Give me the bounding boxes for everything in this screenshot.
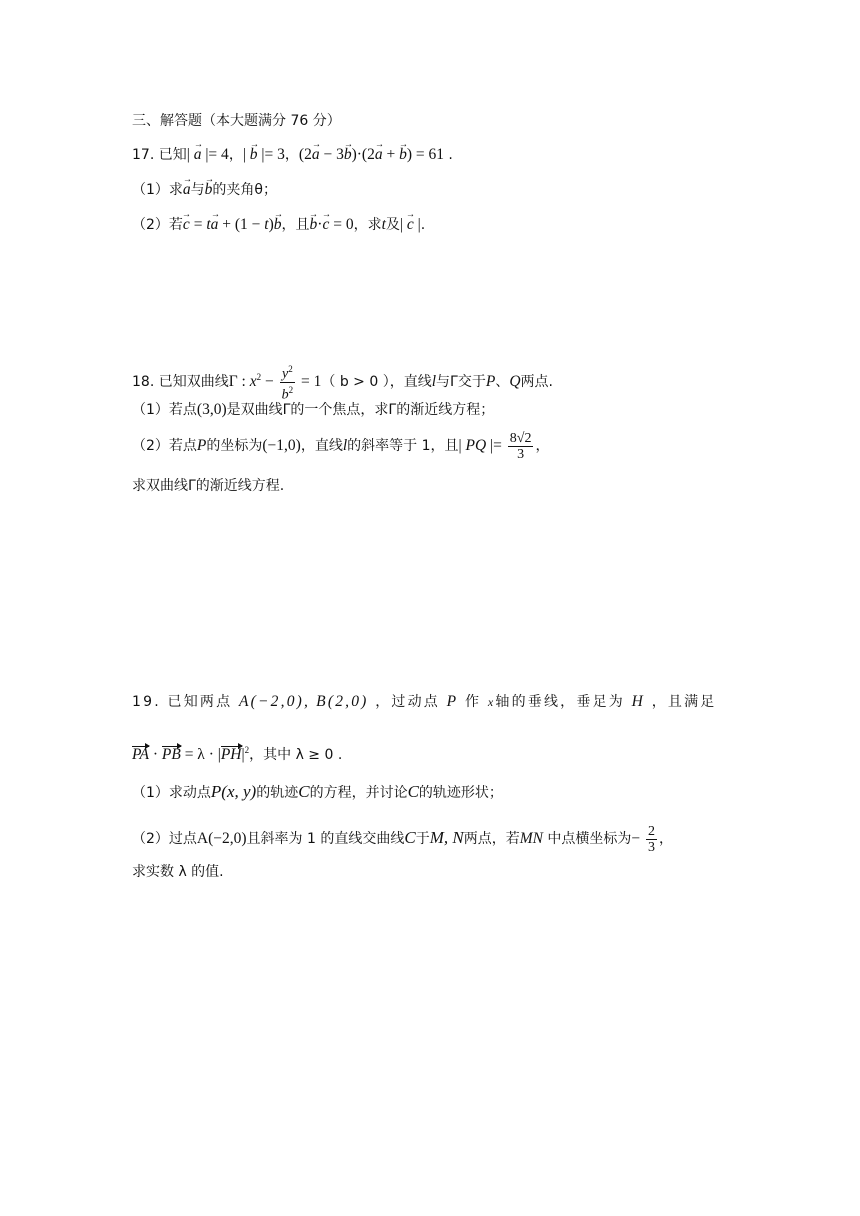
q18-part2-line2 (132, 476, 284, 496)
q18-part2-end: ， (535, 438, 550, 454)
q19-mid3: 轴的垂线，垂足为 (495, 694, 625, 710)
q17-part1-post: 的夹角θ； (212, 182, 277, 198)
q17-part2-pre: （2）若 (132, 217, 183, 233)
q19-points: A(−2,0), B(2,0) (238, 693, 369, 710)
q18-focus-point: (3,0) (196, 401, 227, 418)
q18-lead: 18. 已知双曲线 (132, 374, 229, 391)
section-title (132, 111, 341, 131)
section-title-text: 三、解答题（本大题满分 76 分） (132, 113, 341, 129)
q19-dot-product: PA · PB = $\lambda \cdot |PH|^2$ (132, 745, 250, 764)
q19-part2-line2 (132, 862, 224, 882)
q19-part1-end: 的轨迹形状； (418, 785, 503, 801)
q19-stem: 19. 已知两点 A(−2,0), B(2,0) ，过动点 P 作 x轴的垂线，垂足为 H ，且满足 (132, 693, 717, 710)
q18-part1 (132, 400, 494, 420)
q18-pq-length: | PQ |= $\frac{8√2}{3}$ (458, 430, 532, 462)
q19-part2-end: ， (659, 831, 674, 847)
q18-part2-mid3: 的斜率等于 1，且 (347, 438, 459, 454)
q19-part2-mid: 且斜率为 1 的直线交曲线 (246, 831, 405, 847)
q17-part2: （2）若→ c = t→ a + (1 − t)→ b，且→ b·→ c = 0，求t及| → c |. (132, 215, 425, 235)
q19-part1-mid: 的轨迹 (256, 785, 299, 801)
q19-part2-pre: （2）过点 (132, 831, 197, 847)
q18-cond2: 与Γ交于 (436, 374, 486, 391)
q19-part2-mid3: 两点，若 (463, 831, 520, 847)
q18-cond: （ b > 0 ），直线 (321, 374, 432, 391)
q18-part2-mid: 的坐标为 (206, 438, 263, 454)
q18-stem: 18. 已知双曲线Γ : $x^2$ − $\frac{y^2}{b^2}$ = 1（ b > 0 ），直线l与Γ交于P、Q两点. (132, 364, 553, 403)
q19-cond-end: ，其中 λ ≥ 0 . (249, 747, 343, 764)
q18-cond4: 两点. (520, 374, 553, 391)
q18-p-point: (−1,0) (262, 437, 301, 454)
q19-condition (132, 740, 342, 765)
q19-part1-mid2: 的方程，并讨论 (309, 785, 408, 801)
q19-mid: ，过动点 (375, 694, 440, 710)
q17-lead: 17. 已知 (132, 147, 187, 163)
q18-part1-post: 是双曲线Γ的一个焦点，求Γ的渐近线方程； (226, 402, 495, 418)
q18-part2-pre: （2）若点 (132, 438, 197, 454)
q18-part2-line2-text: 求双曲线Γ的渐近线方程. (132, 478, 285, 494)
q18-part2-mid2: ，直线 (300, 438, 343, 454)
q17-part2-mid: ，且 (281, 217, 310, 233)
q19-part2-line2-text: 求实数 λ 的值. (132, 864, 224, 880)
q17-part1: （1）求→ a与→ b的夹角θ； (132, 180, 277, 200)
q17-bc-expr: → b·→ c = 0 (310, 216, 354, 233)
q18-part1-pre: （1）若点 (132, 402, 197, 418)
q19-part2-mid4: 中点横坐标为 (547, 831, 632, 847)
q17-part2-end: . (420, 217, 426, 233)
q18-hyperbola-eq: Γ : $x^2$ − $\frac{y^2}{b^2}$ = 1 (228, 364, 322, 403)
q18-part2: （2）若点P的坐标为(−1,0)，直线l的斜率等于 1，且| PQ |= $\frac{8√2}{3}$ ， (132, 430, 550, 462)
q19-end: ，且满足 (651, 694, 717, 710)
q17-stem: 17. 已知| → a |= 4，| → b |= 3，(2→ a − 3→ b)·(2→ a + → b) = 61 . (132, 145, 453, 165)
q19-x-mid: − $\frac{2}{3}$ (631, 823, 656, 855)
q19-part2: （2）过点A(−2,0)且斜率为 1 的直线交曲线C于M, N两点，若MN 中点横坐标为− $\frac{2}{3}$ ， (132, 823, 674, 855)
q19-part1-pre: （1）求动点 (132, 785, 211, 801)
q17-c-expr: → c = t→ a + (1 − t)→ b (183, 216, 282, 233)
q17-part1-pre: （1）求 (132, 182, 183, 198)
q17-part1-mid: 与 (190, 182, 205, 198)
q17-part2-mid3: 及 (385, 217, 400, 233)
q19-lead: 19. 已知两点 (132, 694, 233, 710)
q19-part1: （1）求动点P(x, y)的轨迹C的方程，并讨论C的轨迹形状； (132, 782, 503, 801)
q17-part2-mid2: ，求 (353, 217, 382, 233)
q17-given2: | → b |= 3 (243, 146, 285, 163)
q17-given3: (2→ a − 3→ b)·(2→ a + → b) = 61 (299, 146, 444, 163)
q19-axis: x (487, 695, 496, 709)
q19-a-point: A(−2,0) (196, 830, 247, 847)
q19-part2-mid2: 于 (415, 831, 430, 847)
q18-cond3: 、 (495, 374, 510, 391)
q17-given1: | → a |= 4 (187, 146, 229, 163)
q19-mid2: 作 (464, 694, 482, 710)
